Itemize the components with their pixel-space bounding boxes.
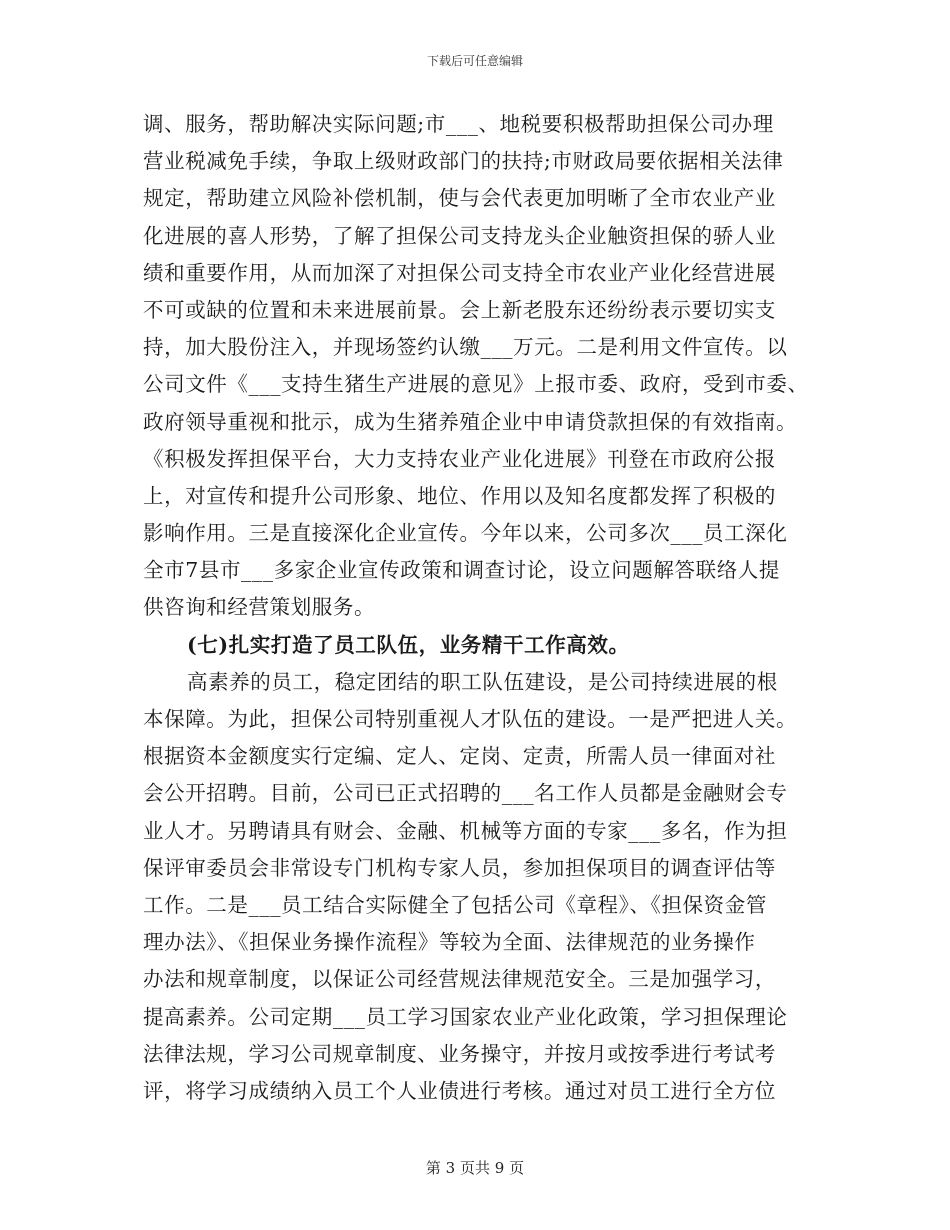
text-line: 绩和重要作用，从而加深了对担保公司支持全市农业产业化经营进展 [143, 260, 776, 285]
text-line: 会公开招聘。目前，公司已正式招聘的___名工作人员都是金融财会专 [143, 781, 788, 806]
section-heading: (七)扎实打造了员工队伍，业务精干工作高效。 [187, 632, 630, 657]
text-line: 评，将学习成绩纳入员工个人业债进行考核。通过对员工进行全方位 [143, 1078, 776, 1103]
text-line: 高素养的员工，稳定团结的职工队伍建设，是公司持续进展的根 [187, 669, 778, 694]
text-line: 化进展的喜人形势，了解了担保公司支持龙头企业触资担保的骄人业 [143, 223, 776, 248]
text-line: 持，加大股份注入，并现场签约认缴___万元。二是利用文件宣传。以 [143, 335, 788, 360]
text-line: 提高素养。公司定期___员工学习国家农业产业化政策，学习担保理论 [143, 1004, 788, 1029]
text-line: 业人才。另聘请具有财会、金融、机械等方面的专家___多名，作为担 [143, 818, 788, 843]
text-line: 法律法规，学习公司规章制度、业务操守，并按月或按季进行考试考 [143, 1041, 776, 1066]
text-line: 上，对宣传和提升公司形象、地位、作用以及知名度都发挥了积极的 [143, 483, 776, 508]
text-line: 全市7县市___多家企业宣传政策和调查讨论，设立问题解答联络人提 [143, 558, 780, 583]
text-line: 规定，帮助建立风险补偿机制，使与会代表更加明晰了全市农业产业 [143, 186, 776, 211]
page-header: 下载后可任意编辑 [426, 54, 523, 68]
text-line: 根据资本金额度实行定编、定人、定岗、定责，所需人员一律面对社 [143, 744, 776, 769]
text-line: 不可或缺的位置和未来进展前景。会上新老股东还纷纷表示要切实支 [143, 297, 776, 322]
text-line: 保评审委员会非常设专门机构专家人员，参加担保项目的调查评估等 [143, 855, 776, 880]
text-line: 《积极发挥担保平台，大力支持农业产业化进展》刊登在市政府公报 [143, 446, 776, 471]
text-line: 调、服务，帮助解决实际问题;市___、地税要积极帮助担保公司办理 [143, 112, 774, 136]
page-footer: 第 3 页共 9 页 [425, 1159, 525, 1177]
text-line: 影响作用。三是直接深化企业宣传。今年以来，公司多次___员工深化 [143, 521, 788, 546]
text-line: 本保障。为此，担保公司特别重视人才队伍的建设。一是严把进人关。 [143, 707, 798, 731]
text-line: 供咨询和经营策划服务。 [143, 595, 376, 620]
text-line: 公司文件《___支持生猪生产进展的意见》上报市委、政府，受到市委、 [143, 372, 809, 397]
text-line: 工作。二是___员工结合实际健全了包括公司《章程》、《担保资金管 [143, 892, 767, 917]
text-line: 办法和规章制度，以保证公司经营规法律规范安全。三是加强学习， [143, 967, 776, 992]
text-line: 营业税减免手续，争取上级财政部门的扶持;市财政局要依据相关法律 [143, 149, 784, 174]
text-line: 政府领导重视和批示，成为生猪养殖企业中申请贷款担保的有效指南。 [143, 409, 798, 434]
document-body [143, 106, 815, 1110]
text-line: 理办法》、《担保业务操作流程》等较为全面、法律规范的业务操作 [143, 930, 756, 955]
